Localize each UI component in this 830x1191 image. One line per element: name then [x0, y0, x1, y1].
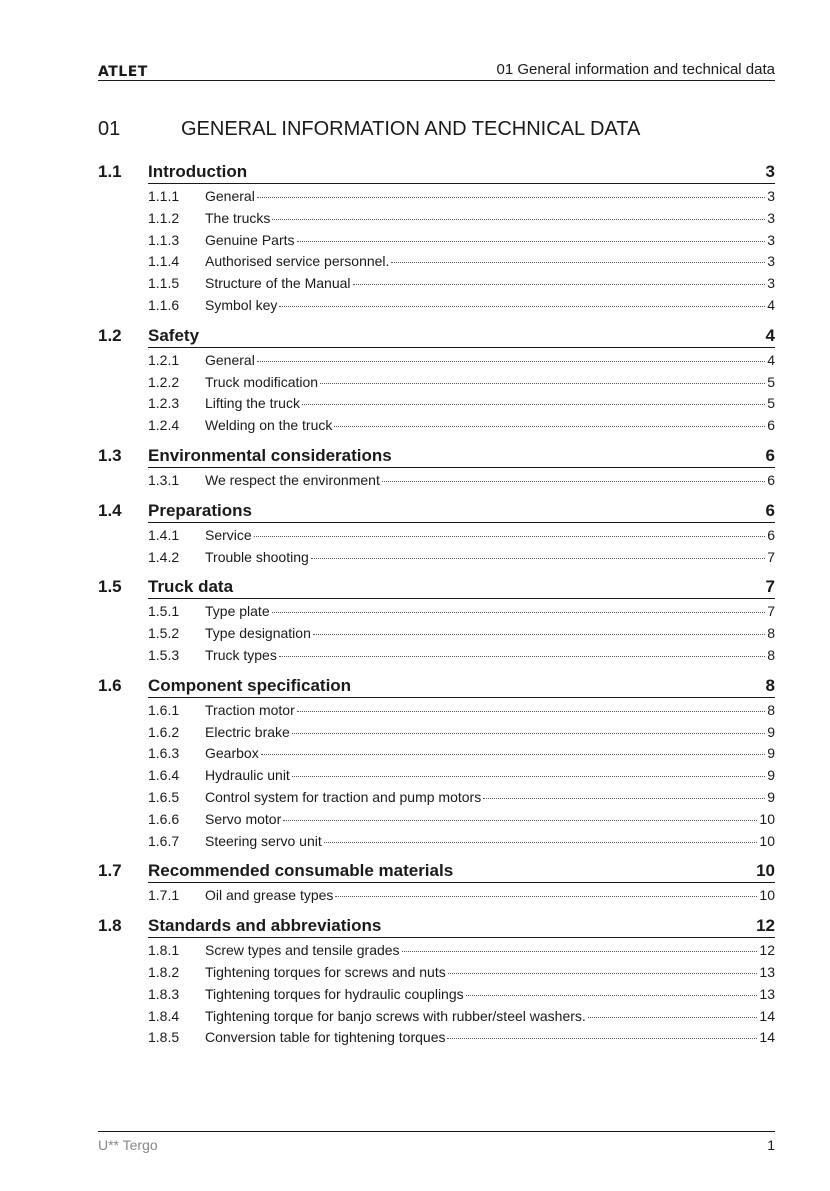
entry-page: 10	[759, 810, 775, 827]
entry-body	[205, 986, 775, 1002]
section-rule	[148, 860, 775, 883]
entry-body	[205, 647, 775, 663]
entry-page: 6	[767, 471, 775, 488]
toc-entry[interactable]	[98, 786, 775, 808]
dot-leader	[402, 951, 758, 952]
dot-leader	[272, 612, 766, 613]
entry-body	[205, 625, 775, 641]
toc-section	[98, 576, 775, 665]
section-number: 1.2	[98, 325, 122, 345]
entry-number: 1.8.3	[148, 985, 180, 1002]
entry-number: 1.4.1	[148, 526, 180, 543]
entry-page: 5	[767, 373, 775, 390]
entry-body	[205, 789, 775, 805]
entry-page: 5	[767, 395, 775, 412]
section-rule	[148, 675, 775, 698]
dot-leader	[311, 558, 765, 559]
section-rule	[148, 445, 775, 468]
toc-section	[98, 915, 775, 1048]
dot-leader	[283, 820, 757, 821]
entry-title: Steering servo unit	[205, 832, 322, 849]
entry-body	[205, 942, 775, 958]
entry-page: 7	[767, 548, 775, 565]
entry-title: Traction motor	[205, 701, 295, 718]
entry-body	[205, 232, 775, 248]
entry-number: 1.5.2	[148, 625, 180, 642]
entry-body	[205, 964, 775, 980]
entry-title: Tightening torques for screws and nuts	[205, 963, 446, 980]
entry-body	[205, 603, 775, 619]
toc-entry[interactable]	[98, 414, 775, 436]
entry-number: 1.6.4	[148, 767, 180, 784]
entry-page: 8	[767, 625, 775, 642]
toc-entry[interactable]	[98, 764, 775, 786]
dot-leader	[257, 361, 765, 362]
section-page: 12	[756, 916, 775, 936]
entry-body	[205, 887, 775, 903]
toc-section-heading[interactable]	[98, 860, 775, 884]
entry-number: 1.8.1	[148, 942, 180, 959]
toc-entry[interactable]	[98, 600, 775, 622]
dot-leader	[279, 306, 765, 307]
section-title: Component specification	[148, 675, 352, 695]
chapter-number: 01	[98, 118, 121, 140]
entry-number: 1.2.4	[148, 417, 180, 434]
entry-body	[205, 724, 775, 740]
entry-title: We respect the environment	[205, 471, 380, 488]
toc-entry[interactable]	[98, 808, 775, 830]
toc-section	[98, 860, 775, 906]
section-number: 1.6	[98, 675, 122, 695]
toc-entry[interactable]	[98, 644, 775, 666]
entry-page: 9	[767, 788, 775, 805]
toc-entry[interactable]	[98, 469, 775, 491]
dot-leader	[588, 1017, 758, 1018]
entry-number: 1.3.1	[148, 471, 180, 488]
entry-body	[205, 417, 775, 433]
dot-leader	[292, 776, 765, 777]
entry-body	[205, 210, 775, 226]
entry-title: Screw types and tensile grades	[205, 942, 400, 959]
dot-leader	[448, 973, 758, 974]
toc-entry[interactable]	[98, 524, 775, 546]
entry-page: 8	[767, 701, 775, 718]
entry-number: 1.8.4	[148, 1007, 180, 1024]
entry-title: Welding on the truck	[205, 417, 333, 434]
entry-title: Trouble shooting	[205, 548, 309, 565]
entry-body	[205, 767, 775, 783]
dot-leader	[254, 536, 766, 537]
entry-body	[205, 253, 775, 269]
entry-number: 1.6.1	[148, 701, 180, 718]
entry-title: Authorised service personnel.	[205, 253, 390, 270]
section-number: 1.1	[98, 162, 122, 181]
entry-number: 1.8.2	[148, 963, 180, 980]
dot-leader	[279, 656, 765, 657]
table-of-contents	[98, 161, 775, 1057]
toc-entry[interactable]	[98, 622, 775, 644]
section-rule	[148, 500, 775, 523]
entry-number: 1.6.2	[148, 723, 180, 740]
toc-entry[interactable]	[98, 961, 775, 983]
entry-number: 1.2.2	[148, 373, 180, 390]
toc-section	[98, 325, 775, 436]
dot-leader	[320, 383, 765, 384]
dot-leader	[334, 426, 765, 427]
entry-body	[205, 1029, 775, 1045]
entry-number: 1.6.3	[148, 745, 180, 762]
toc-entry[interactable]	[98, 546, 775, 568]
entry-body	[205, 188, 775, 204]
entry-body	[205, 745, 775, 761]
entry-title: The trucks	[205, 209, 271, 226]
entry-page: 3	[767, 231, 775, 248]
entry-page: 4	[767, 296, 775, 313]
header-title: 01 General information and technical data	[496, 61, 775, 78]
entry-number: 1.1.2	[148, 209, 180, 226]
entry-page: 3	[767, 253, 775, 270]
entry-page: 8	[767, 646, 775, 663]
toc-entry[interactable]	[98, 1005, 775, 1027]
section-number: 1.5	[98, 577, 122, 597]
entry-number: 1.5.3	[148, 646, 180, 663]
entry-number: 1.1.6	[148, 296, 180, 313]
entry-title: Lifting the truck	[205, 395, 300, 412]
entry-page: 13	[759, 963, 775, 980]
section-title: Recommended consumable materials	[148, 861, 454, 881]
entry-body	[205, 833, 775, 849]
chapter-title: GENERAL INFORMATION AND TECHNICAL DATA	[181, 118, 641, 140]
toc-entry[interactable]	[98, 392, 775, 414]
entry-number: 1.1.3	[148, 231, 180, 248]
entry-number: 1.4.2	[148, 548, 180, 565]
entry-body	[205, 275, 775, 291]
toc-section-heading[interactable]	[98, 915, 775, 939]
toc-entry[interactable]	[98, 721, 775, 743]
dot-leader	[292, 733, 765, 734]
section-title: Truck data	[148, 577, 234, 597]
section-number: 1.3	[98, 445, 122, 465]
entry-title: Control system for traction and pump motors	[205, 788, 482, 805]
toc-entry[interactable]	[98, 349, 775, 371]
toc-entry[interactable]	[98, 1026, 775, 1048]
toc-entry[interactable]	[98, 884, 775, 906]
toc-entry[interactable]	[98, 207, 775, 229]
entry-page: 3	[767, 209, 775, 226]
toc-entry[interactable]	[98, 185, 775, 207]
entry-body	[205, 702, 775, 718]
entry-number: 1.2.3	[148, 395, 180, 412]
entry-page: 10	[759, 832, 775, 849]
entry-number: 1.1.4	[148, 253, 180, 270]
entry-page: 6	[767, 417, 775, 434]
entry-body	[205, 374, 775, 390]
toc-section	[98, 445, 775, 491]
entry-title: Genuine Parts	[205, 231, 295, 248]
toc-entry[interactable]	[98, 830, 775, 852]
entry-page: 4	[767, 351, 775, 368]
entry-title: General	[205, 351, 255, 368]
dot-leader	[483, 798, 765, 799]
entry-body	[205, 395, 775, 411]
entry-number: 1.6.5	[148, 788, 180, 805]
entry-number: 1.6.7	[148, 832, 180, 849]
entry-body	[205, 297, 775, 313]
section-page: 6	[765, 500, 775, 520]
section-rule	[148, 325, 775, 348]
toc-section-heading[interactable]	[98, 161, 775, 185]
dot-leader	[261, 754, 766, 755]
entry-page: 13	[759, 985, 775, 1002]
dot-leader	[466, 995, 758, 996]
section-page: 8	[765, 675, 775, 695]
page-number: 1	[767, 1137, 775, 1153]
entry-number: 1.1.5	[148, 275, 180, 292]
section-title: Safety	[148, 325, 200, 345]
entry-body	[205, 811, 775, 827]
toc-entry[interactable]	[98, 742, 775, 764]
entry-number: 1.2.1	[148, 351, 180, 368]
dot-leader	[297, 241, 766, 242]
entry-number: 1.6.6	[148, 810, 180, 827]
entry-title: Gearbox	[205, 745, 259, 762]
dot-leader	[324, 842, 758, 843]
entry-title: Servo motor	[205, 810, 282, 827]
dot-leader	[353, 284, 766, 285]
toc-entry[interactable]	[98, 983, 775, 1005]
entry-title: Service	[205, 526, 252, 543]
entry-page: 7	[767, 603, 775, 620]
toc-entry[interactable]	[98, 294, 775, 316]
dot-leader	[335, 896, 757, 897]
entry-title: Tightening torques for hydraulic couplings	[205, 985, 464, 1002]
dot-leader	[272, 219, 765, 220]
toc-section	[98, 675, 775, 852]
entry-title: Structure of the Manual	[205, 275, 351, 292]
section-number: 1.4	[98, 500, 122, 520]
entry-title: Oil and grease types	[205, 887, 334, 904]
toc-entry[interactable]	[98, 250, 775, 272]
entry-title: Truck modification	[205, 373, 319, 390]
section-rule	[148, 161, 775, 184]
entry-body	[205, 472, 775, 488]
section-number: 1.8	[98, 916, 122, 936]
section-page: 10	[756, 861, 775, 881]
dot-leader	[391, 262, 765, 263]
toc-section-heading[interactable]	[98, 675, 775, 699]
entry-title: General	[205, 188, 255, 204]
section-page: 6	[765, 445, 775, 465]
entry-page: 10	[759, 887, 775, 904]
section-page: 3	[765, 162, 775, 181]
section-number: 1.7	[98, 861, 122, 881]
entry-title: Tightening torque for banjo screws with rubber/steel washers.	[205, 1007, 586, 1024]
toc-section-heading[interactable]	[98, 576, 775, 600]
entry-page: 14	[759, 1007, 775, 1024]
page-header	[98, 60, 775, 81]
entry-page: 3	[767, 275, 775, 292]
toc-entry[interactable]	[98, 699, 775, 721]
toc-section-heading[interactable]	[98, 445, 775, 469]
entry-title: Type plate	[205, 603, 270, 620]
entry-title: Electric brake	[205, 723, 290, 740]
dot-leader	[297, 711, 765, 712]
entry-page: 14	[759, 1029, 775, 1046]
entry-number: 1.8.5	[148, 1029, 180, 1046]
section-title: Standards and abbreviations	[148, 916, 382, 936]
entry-page: 9	[767, 723, 775, 740]
entry-title: Symbol key	[205, 296, 278, 313]
entry-number: 1.7.1	[148, 887, 180, 904]
entry-page: 9	[767, 767, 775, 784]
section-page: 7	[765, 577, 775, 597]
entry-body	[205, 352, 775, 368]
entry-title: Conversion table for tightening torques	[205, 1029, 446, 1046]
dot-leader	[302, 404, 765, 405]
section-rule	[148, 576, 775, 599]
toc-entry[interactable]	[98, 272, 775, 294]
toc-entry[interactable]	[98, 371, 775, 393]
dot-leader	[447, 1038, 757, 1039]
toc-section-heading[interactable]	[98, 500, 775, 524]
entry-body	[205, 1008, 775, 1024]
atlet-logo: ATLET	[98, 64, 148, 80]
entry-title: Hydraulic unit	[205, 767, 290, 784]
entry-page: 9	[767, 745, 775, 762]
entry-number: 1.1.1	[148, 188, 180, 204]
section-page: 4	[765, 325, 775, 345]
entry-title: Truck types	[205, 646, 277, 663]
section-rule	[148, 915, 775, 938]
section-title: Environmental considerations	[148, 445, 392, 465]
entry-page: 12	[759, 942, 775, 959]
section-title: Preparations	[148, 500, 252, 520]
footer-product: U** Tergo	[98, 1137, 158, 1153]
dot-leader	[382, 481, 765, 482]
dot-leader	[313, 634, 765, 635]
entry-title: Type designation	[205, 625, 311, 642]
entry-page: 6	[767, 526, 775, 543]
entry-number: 1.5.1	[148, 603, 180, 620]
toc-section	[98, 161, 775, 316]
toc-entry[interactable]	[98, 229, 775, 251]
dot-leader	[257, 197, 765, 198]
entry-page: 3	[767, 188, 775, 204]
page-footer	[98, 1131, 775, 1156]
entry-body	[205, 549, 775, 565]
toc-section-heading[interactable]	[98, 325, 775, 349]
toc-section	[98, 500, 775, 568]
toc-entry[interactable]	[98, 939, 775, 961]
section-title: Introduction	[148, 162, 248, 181]
entry-body	[205, 527, 775, 543]
